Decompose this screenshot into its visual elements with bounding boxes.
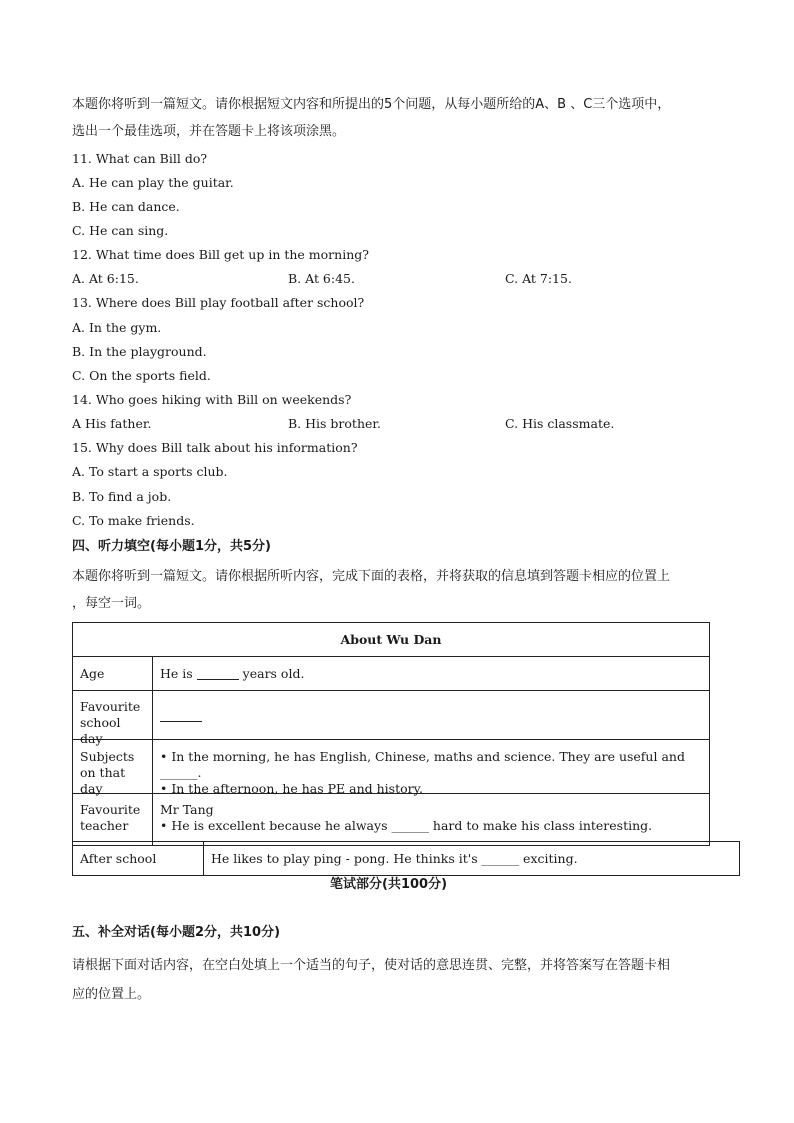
age-blank [197, 667, 239, 680]
school-day-label [73, 691, 153, 746]
question-13: 13. Where does Bill play football after school? [72, 295, 365, 310]
question-11: 11. What can Bill do? [72, 151, 208, 166]
q12-option-b: B. At 6:45. [288, 271, 355, 286]
school-day-label-line-1: Favourite [80, 699, 141, 714]
table-row-after-school [72, 841, 740, 876]
section-5-instruction-2: 应的位置上。 [72, 987, 151, 1002]
teacher-name: Mr Tang [160, 802, 214, 817]
table-row-subjects [73, 739, 709, 796]
intro-line-1: 本题你将听到一篇短文。请你根据短文内容和所提出的5个问题，从每小题所给的A、B 、C三个选项中， [72, 97, 671, 112]
q11-option-b: B. He can dance. [72, 199, 180, 214]
question-12: 12. What time does Bill get up in the morning? [72, 247, 369, 262]
info-table [72, 622, 710, 846]
section-4-instruction-1: 本题你将听到一篇短文。请你根据所听内容，完成下面的表格，并将获取的信息填到答题卡相应的位置上 [72, 569, 671, 584]
table-row-school-day [73, 690, 709, 746]
q11-option-a: A. He can play the guitar. [72, 175, 234, 190]
teacher-label-line-1: Favourite [80, 802, 141, 817]
q13-option-a: A. In the gym. [72, 320, 162, 335]
q15-option-a: A. To start a sports club. [72, 464, 228, 479]
q15-option-c: C. To make friends. [72, 513, 195, 528]
q14-option-a: A His father. [72, 416, 152, 431]
table-title-row [73, 623, 709, 656]
subjects-label [73, 740, 153, 796]
table-row-age [73, 656, 709, 690]
age-label: Age [73, 657, 153, 690]
section-4-instruction-2: ，每空一词。 [72, 596, 151, 611]
subjects-line-2: • In the afternoon, he has PE and history. [160, 781, 423, 796]
section-5-heading: 五、补全对话(每小题2分，共10分) [72, 925, 281, 940]
question-14: 14. Who goes hiking with Bill on weekends? [72, 392, 352, 407]
intro-line-2: 选出一个最佳选项，并在答题卡上将该项涂黑。 [72, 124, 346, 139]
q15-option-b: B. To find a job. [72, 489, 172, 504]
after-school-label: After school [73, 842, 204, 875]
q12-option-a: A. At 6:15. [72, 271, 139, 286]
table-title: About Wu Dan [340, 631, 442, 647]
age-text-pre: He is [160, 665, 193, 681]
teacher-line: • He is excellent because he always ______ hard to make his class interesting. [160, 818, 653, 833]
school-day-label-line-2: school day [80, 715, 121, 746]
table-row-teacher [73, 793, 709, 845]
question-15: 15. Why does Bill talk about his information? [72, 440, 358, 455]
teacher-label [73, 794, 153, 845]
subjects-label-line-2: on that day [80, 765, 126, 796]
section-4-heading: 四、听力填空(每小题1分，共5分) [72, 539, 271, 554]
q12-option-c: C. At 7:15. [505, 271, 572, 286]
q14-option-c: C. His classmate. [505, 416, 615, 431]
subjects-value [153, 740, 709, 796]
school-day-value [153, 691, 709, 739]
teacher-value [153, 794, 709, 845]
after-school-value: He likes to play ping - pong. He thinks it's ______ exciting. [211, 850, 578, 866]
age-text-post: years old. [242, 665, 305, 681]
age-value [153, 657, 709, 690]
q13-option-b: B. In the playground. [72, 344, 207, 359]
section-5-instruction-1: 请根据下面对话内容，在空白处填上一个适当的句子，使对话的意思连贯、完整，并将答案写在答题卡相 [72, 958, 671, 973]
subjects-label-line-1: Subjects [80, 749, 135, 764]
q14-option-b: B. His brother. [288, 416, 381, 431]
q11-option-c: C. He can sing. [72, 223, 169, 238]
subjects-line-1: • In the morning, he has English, Chinese, maths and science. They are useful and ______. [160, 749, 685, 780]
teacher-label-line-2: teacher [80, 818, 129, 833]
school-day-blank [160, 709, 202, 722]
written-part-heading: 笔试部分(共100分) [330, 877, 448, 892]
q13-option-c: C. On the sports field. [72, 368, 211, 383]
